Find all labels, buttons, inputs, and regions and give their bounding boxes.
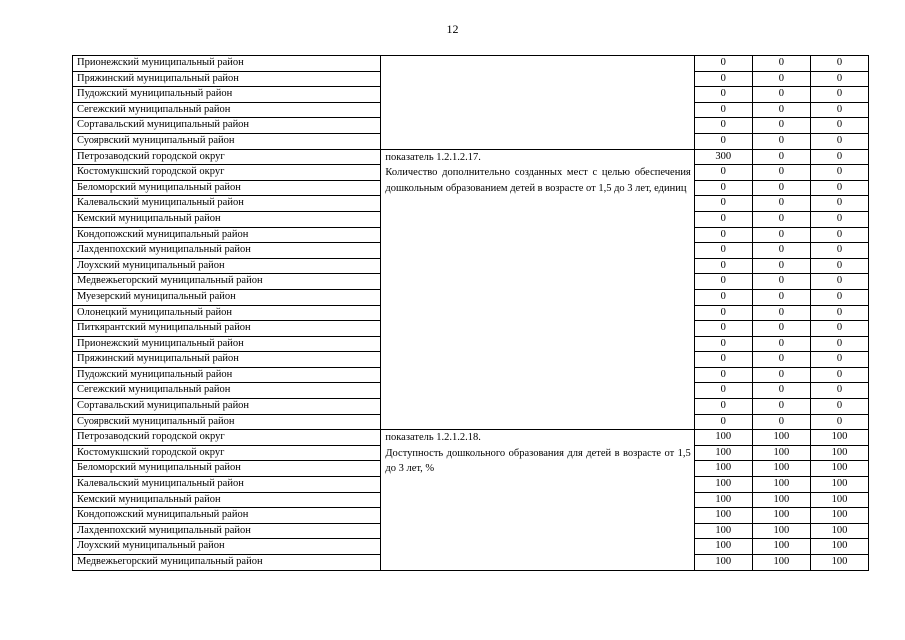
municipality-name: Беломорский муниципальный район <box>73 180 381 196</box>
value-cell: 100 <box>810 430 868 446</box>
value-cell: 100 <box>810 492 868 508</box>
value-cell: 0 <box>694 227 752 243</box>
value-cell: 0 <box>810 133 868 149</box>
value-cell: 0 <box>752 87 810 103</box>
value-cell: 0 <box>694 274 752 290</box>
value-cell: 100 <box>752 492 810 508</box>
municipality-name: Сегежский муниципальный район <box>73 102 381 118</box>
value-cell: 0 <box>810 305 868 321</box>
value-cell: 100 <box>752 445 810 461</box>
value-cell: 0 <box>810 321 868 337</box>
indicator-text: Доступность дошкольного образования для детей в возрасте от 1,5 до 3 лет, % <box>385 447 691 475</box>
value-cell: 0 <box>752 133 810 149</box>
municipality-name: Питкярантский муниципальный район <box>73 321 381 337</box>
value-cell: 0 <box>752 180 810 196</box>
value-cell: 0 <box>810 336 868 352</box>
municipality-name: Пряжинский муниципальный район <box>73 352 381 368</box>
municipality-name: Кемский муниципальный район <box>73 492 381 508</box>
value-cell: 0 <box>752 289 810 305</box>
value-cell: 0 <box>810 149 868 165</box>
municipality-name: Лахденпохский муниципальный район <box>73 243 381 259</box>
indicator-description <box>381 149 694 430</box>
municipality-name: Олонецкий муниципальный район <box>73 305 381 321</box>
value-cell: 0 <box>752 102 810 118</box>
value-cell: 0 <box>694 56 752 72</box>
value-cell: 100 <box>810 539 868 555</box>
indicator-table-body <box>73 56 869 571</box>
value-cell: 0 <box>694 383 752 399</box>
municipality-name: Сортавальский муниципальный район <box>73 118 381 134</box>
indicator-code: показатель 1.2.1.2.17. <box>385 151 481 163</box>
value-cell: 0 <box>752 336 810 352</box>
value-cell: 0 <box>752 211 810 227</box>
municipality-name: Медвежьегорский муниципальный район <box>73 274 381 290</box>
value-cell: 100 <box>694 461 752 477</box>
table-row <box>73 430 869 446</box>
municipality-name: Прионежский муниципальный район <box>73 56 381 72</box>
value-cell: 100 <box>694 445 752 461</box>
value-cell: 100 <box>694 508 752 524</box>
municipality-name: Лоухский муниципальный район <box>73 539 381 555</box>
indicator-description <box>381 56 694 150</box>
municipality-name: Костомукшский городской округ <box>73 165 381 181</box>
value-cell: 0 <box>694 414 752 430</box>
indicator-description <box>381 430 694 570</box>
value-cell: 0 <box>694 211 752 227</box>
municipality-name: Калевальский муниципальный район <box>73 477 381 493</box>
value-cell: 0 <box>752 56 810 72</box>
value-cell: 0 <box>752 149 810 165</box>
municipality-name: Лахденпохский муниципальный район <box>73 523 381 539</box>
value-cell: 100 <box>810 445 868 461</box>
value-cell: 0 <box>810 227 868 243</box>
value-cell: 0 <box>752 274 810 290</box>
value-cell: 0 <box>810 71 868 87</box>
value-cell: 0 <box>752 414 810 430</box>
municipality-name: Сортавальский муниципальный район <box>73 399 381 415</box>
value-cell: 0 <box>694 367 752 383</box>
page-number: 12 <box>446 22 459 36</box>
value-cell: 100 <box>810 555 868 571</box>
value-cell: 0 <box>810 243 868 259</box>
value-cell: 100 <box>810 461 868 477</box>
value-cell: 100 <box>752 477 810 493</box>
value-cell: 0 <box>694 165 752 181</box>
value-cell: 0 <box>752 165 810 181</box>
municipality-name: Костомукшский городской округ <box>73 445 381 461</box>
value-cell: 300 <box>694 149 752 165</box>
value-cell: 0 <box>694 243 752 259</box>
value-cell: 0 <box>752 352 810 368</box>
value-cell: 0 <box>752 321 810 337</box>
value-cell: 100 <box>694 477 752 493</box>
value-cell: 0 <box>752 305 810 321</box>
value-cell: 0 <box>694 87 752 103</box>
value-cell: 0 <box>694 352 752 368</box>
municipality-name: Муезерский муниципальный район <box>73 289 381 305</box>
municipality-name: Лоухский муниципальный район <box>73 258 381 274</box>
value-cell: 0 <box>810 414 868 430</box>
value-cell: 0 <box>810 196 868 212</box>
value-cell: 0 <box>752 196 810 212</box>
municipality-name: Кондопожский муниципальный район <box>73 508 381 524</box>
municipality-name: Пудожский муниципальный район <box>73 87 381 103</box>
value-cell: 100 <box>752 555 810 571</box>
indicator-text: Количество дополнительно созданных мест с целью обеспечения дошкольным образованием детей в возрасте от 1,5 до 3 лет, единиц <box>385 167 691 194</box>
value-cell: 0 <box>694 180 752 196</box>
value-cell: 0 <box>810 165 868 181</box>
value-cell: 0 <box>810 383 868 399</box>
value-cell: 100 <box>752 508 810 524</box>
value-cell: 0 <box>694 289 752 305</box>
municipality-name: Петрозаводский городской округ <box>73 430 381 446</box>
value-cell: 0 <box>810 102 868 118</box>
value-cell: 0 <box>810 367 868 383</box>
value-cell: 0 <box>810 211 868 227</box>
municipality-name: Медвежьегорский муниципальный район <box>73 555 381 571</box>
value-cell: 0 <box>752 399 810 415</box>
municipality-name: Пряжинский муниципальный район <box>73 71 381 87</box>
value-cell: 0 <box>810 258 868 274</box>
value-cell: 100 <box>752 523 810 539</box>
table-row <box>73 56 869 72</box>
value-cell: 0 <box>694 321 752 337</box>
value-cell: 100 <box>694 555 752 571</box>
indicator-table <box>72 55 869 571</box>
value-cell: 100 <box>810 523 868 539</box>
municipality-name: Калевальский муниципальный район <box>73 196 381 212</box>
value-cell: 100 <box>694 539 752 555</box>
value-cell: 100 <box>694 492 752 508</box>
municipality-name: Прионежский муниципальный район <box>73 336 381 352</box>
value-cell: 0 <box>752 227 810 243</box>
value-cell: 0 <box>752 383 810 399</box>
value-cell: 0 <box>694 71 752 87</box>
municipality-name: Кемский муниципальный район <box>73 211 381 227</box>
value-cell: 0 <box>810 274 868 290</box>
indicator-code: показатель 1.2.1.2.18. <box>385 432 481 444</box>
value-cell: 0 <box>694 305 752 321</box>
value-cell: 0 <box>694 133 752 149</box>
municipality-name: Суоярвский муниципальный район <box>73 414 381 430</box>
value-cell: 0 <box>694 196 752 212</box>
value-cell: 100 <box>752 461 810 477</box>
value-cell: 100 <box>752 430 810 446</box>
value-cell: 0 <box>694 258 752 274</box>
value-cell: 0 <box>810 399 868 415</box>
municipality-name: Сегежский муниципальный район <box>73 383 381 399</box>
value-cell: 0 <box>810 56 868 72</box>
table-row <box>73 149 869 165</box>
municipality-name: Петрозаводский городской округ <box>73 149 381 165</box>
value-cell: 100 <box>752 539 810 555</box>
value-cell: 100 <box>810 477 868 493</box>
value-cell: 0 <box>752 71 810 87</box>
value-cell: 0 <box>752 118 810 134</box>
value-cell: 0 <box>810 352 868 368</box>
value-cell: 0 <box>752 243 810 259</box>
value-cell: 0 <box>810 87 868 103</box>
value-cell: 100 <box>694 523 752 539</box>
municipality-name: Беломорский муниципальный район <box>73 461 381 477</box>
value-cell: 0 <box>752 367 810 383</box>
value-cell: 0 <box>810 180 868 196</box>
value-cell: 100 <box>694 430 752 446</box>
value-cell: 0 <box>694 118 752 134</box>
value-cell: 100 <box>810 508 868 524</box>
value-cell: 0 <box>694 336 752 352</box>
value-cell: 0 <box>694 102 752 118</box>
municipality-name: Пудожский муниципальный район <box>73 367 381 383</box>
value-cell: 0 <box>694 399 752 415</box>
value-cell: 0 <box>810 118 868 134</box>
value-cell: 0 <box>752 258 810 274</box>
municipality-name: Кондопожский муниципальный район <box>73 227 381 243</box>
value-cell: 0 <box>810 289 868 305</box>
municipality-name: Суоярвский муниципальный район <box>73 133 381 149</box>
